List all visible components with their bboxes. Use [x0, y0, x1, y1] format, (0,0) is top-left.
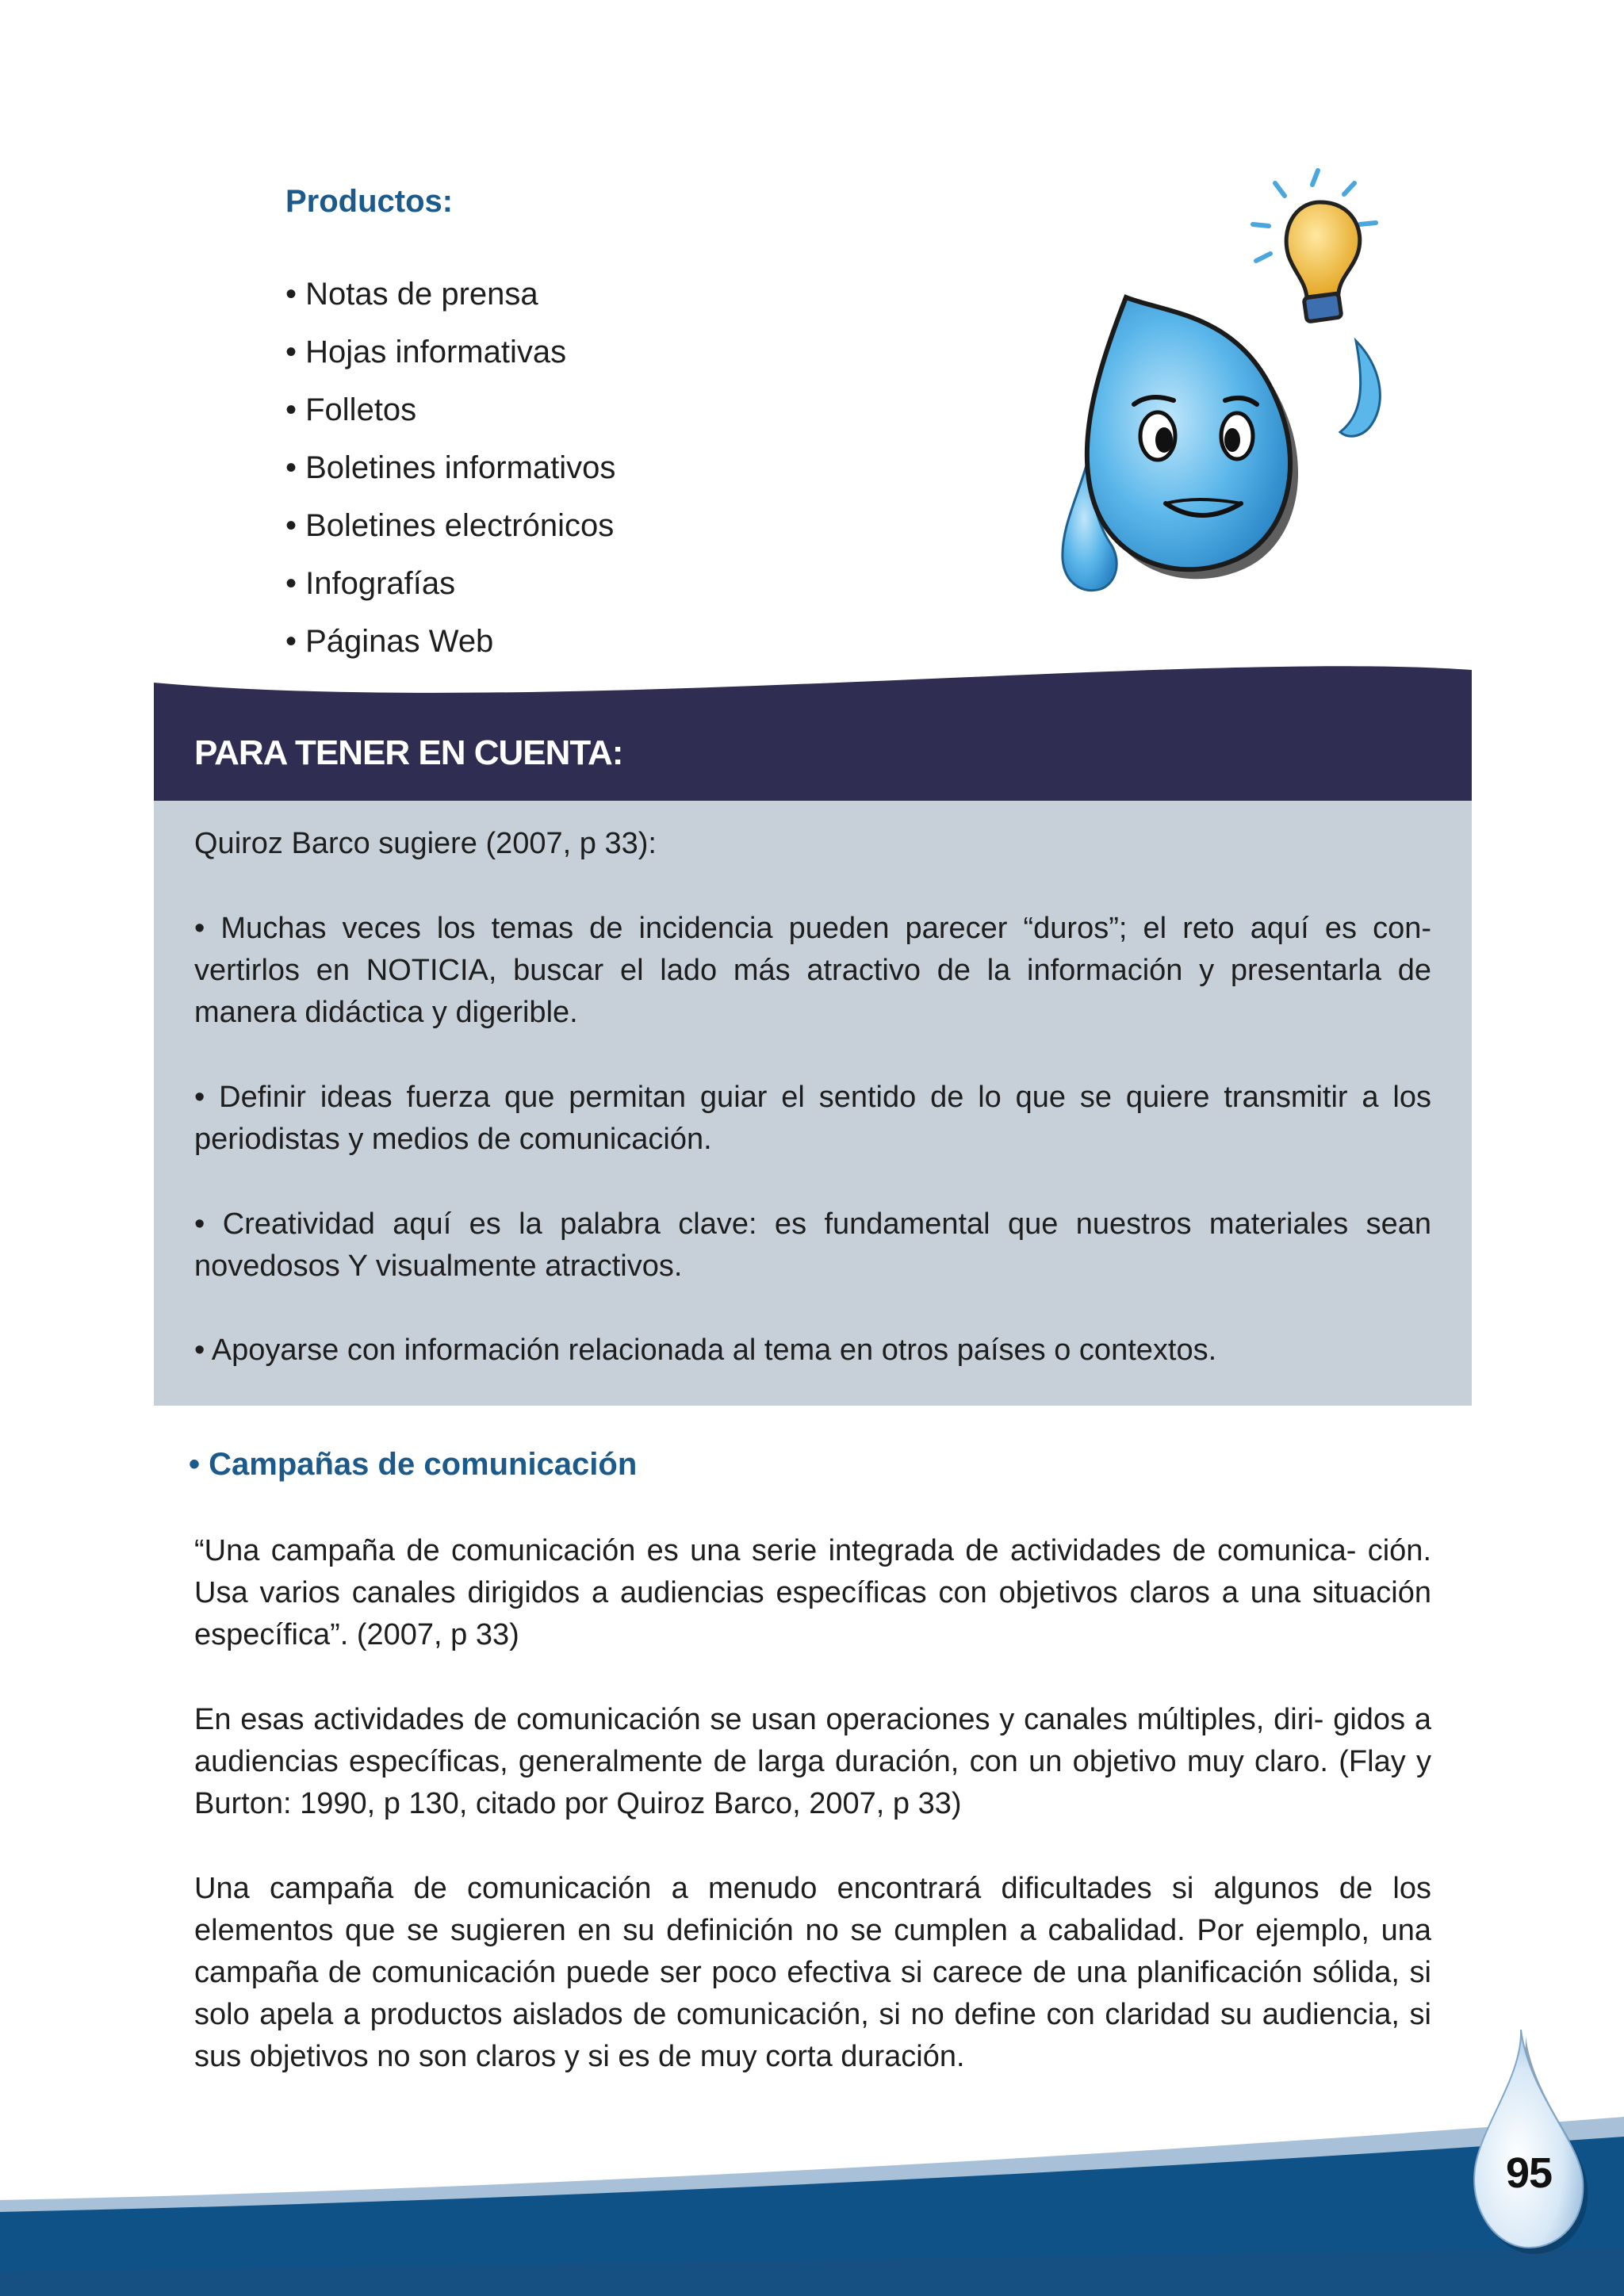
list-item: • Páginas Web [285, 624, 494, 659]
list-item: • Boletines electrónicos [285, 508, 615, 543]
list-item: • Hojas informativas [285, 335, 567, 369]
list-item: • Folletos [285, 392, 417, 427]
list-item: • Infografías [285, 566, 456, 601]
callout-banner [154, 646, 1472, 805]
products-title: Productos: [285, 184, 454, 219]
page-number: 95 [1505, 2149, 1553, 2197]
callout-title: PARA TENER EN CUENTA: [194, 733, 623, 772]
products-list [285, 266, 615, 671]
list-item: • Boletines informativos [285, 450, 616, 485]
callout-bullet: • Muchas veces los temas de incidencia pueden parecer “duros”; el reto aquí es con- vertirlos en NOTICIA, buscar el lado más atractivo de la información y presentarla de manera didáctica y digerible. [194, 912, 1431, 1029]
section-heading: • Campañas de comunicación [189, 1447, 638, 1482]
paragraph: “Una campaña de comunicación es una serie integrada de actividades de comunica- ción. Usa varios canales dirigidos a audiencias específicas con objetivos claros a una situación específica”. (2007, p 33) [194, 1534, 1431, 1651]
water-drop-mascot-icon [1039, 163, 1404, 646]
callout-intro: Quiroz Barco sugiere (2007, p 33): [194, 827, 657, 860]
paragraph: En esas actividades de comunicación se usan operaciones y canales múltiples, diri- gidos a audiencias específicas, generalmente de larga duración, con un objetivo muy claro. (Flay y Burton: 1990, p 130, citado por Quiroz Barco, 2007, p 33) [194, 1703, 1431, 1820]
callout-bullet: • Creatividad aquí es la palabra clave: es fundamental que nuestros materiales sean novedosos Y visualmente atractivos. [194, 1207, 1431, 1283]
paragraph: Una campaña de comunicación a menudo encontrará dificultades si algunos de los elementos que se sugieren en su definición no se cumplen a cabalidad. Por ejemplo, una campaña de comunicación puede ser poco efectiva si carece de una planificación sólida, si solo apela a productos aislados de comunicación, si no define con claridad su audiencia, si sus objetivos no son claros y si es de muy corta duración. [194, 1872, 1431, 2073]
list-item: • Notas de prensa [285, 277, 538, 312]
callout-bullet: • Definir ideas fuerza que permitan guiar el sentido de lo que se quiere transmitir a los periodistas y medios de comunicación. [194, 1081, 1431, 1156]
water-drop-icon [1465, 2022, 1592, 2260]
callout-bullet: • Apoyarse con información relacionada al tema en otros países o contextos. [194, 1334, 1217, 1367]
footer-wave [0, 2093, 1624, 2296]
lightbulb-icon [1253, 170, 1376, 322]
